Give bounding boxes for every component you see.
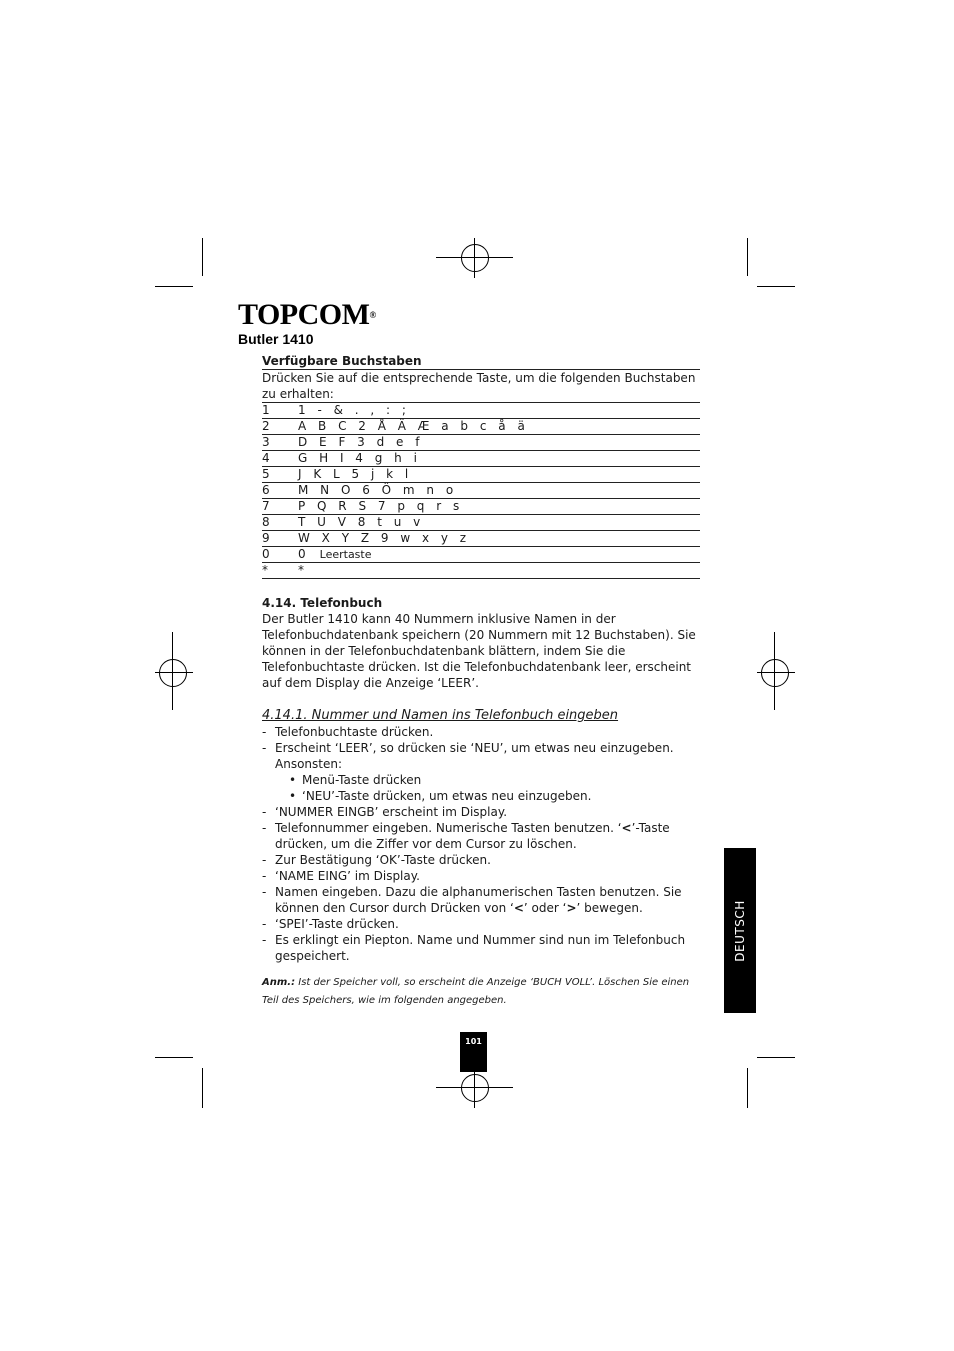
language-tab: DEUTSCH [724, 848, 756, 1013]
list-item: - Namen eingeben. Dazu die alphanumerischen Tasten benutzen. Sie können den Cursor durch Drücken von ‘<’ oder ‘>’ bewegen. [262, 885, 682, 915]
table-row: 7 P Q R S 7 p q r s [262, 499, 700, 515]
table-row: 4 G H I 4 g h i [262, 451, 700, 467]
brand-name: TOPCOM® [238, 298, 376, 331]
phonebook-section [262, 595, 700, 691]
table-row: * * [262, 563, 700, 579]
table-row: 5 J K L 5 j k l [262, 467, 700, 483]
table-row: 3 D E F 3 d e f [262, 435, 700, 451]
note: Anm.: Ist der Speicher voll, so erscheint die Anzeige ‘BUCH VOLL’. Löschen Sie einen Teil des Speichers, wie im folgenden angegeben. [262, 977, 690, 1006]
model-name: Butler 1410 [238, 331, 314, 347]
letters-section [262, 353, 700, 579]
list-item: • Menü-Taste drücken [289, 773, 422, 787]
list-item: - Telefonbuchtaste drücken. [262, 725, 434, 739]
list-item: • ‘NEU’-Taste drücken, um etwas neu einzugeben. [289, 789, 592, 803]
table-row: 0 0 Leertaste [262, 547, 700, 563]
list-item: - ‘NAME EING’ im Display. [262, 869, 420, 883]
list-item: - Zur Bestätigung ‘OK’-Taste drücken. [262, 853, 491, 867]
list-item: - Erscheint ‘LEER’, so drücken sie ‘NEU’, um etwas neu einzugeben. Ansonsten: • Menü-Taste drücken • ‘NEU’-Taste drücken, um etwas neu einzugeben. [262, 740, 700, 804]
entry-section [262, 708, 700, 1010]
brand-logo [238, 300, 376, 347]
page-number: 101 [460, 1032, 487, 1072]
table-row: 6 M N O 6 Ö m n o [262, 483, 700, 499]
step-list [262, 724, 700, 964]
list-item: - ‘SPEI’-Taste drücken. [262, 917, 399, 931]
table-row: 1 1 - & . , : ; [262, 403, 700, 419]
space-key-label: Leertaste [319, 548, 372, 561]
key-table [262, 402, 700, 579]
list-item: - Telefonnummer eingeben. Numerische Tasten benutzen. ‘<’-Taste drücken, um die Ziffer vor dem Cursor zu löschen. [262, 821, 670, 851]
letters-intro: Drücken Sie auf die entsprechende Taste, um die folgenden Buchstaben zu erhalten: [262, 369, 700, 402]
entry-heading: 4.14.1. Nummer und Namen ins Telefonbuch eingeben [262, 708, 619, 723]
phonebook-body: Der Butler 1410 kann 40 Nummern inklusive Namen in der Telefonbuchdatenbank speichern (20 Nummern mit 12 Buchstaben). Sie können in der Telefonbuchdatenbank blättern, indem Sie die Telefonbuchtaste drücken. Ist die Telefonbuchdatenbank leer, erscheint auf dem Display die Anzeige ‘LEER’. [262, 612, 696, 690]
list-item: - Es erklingt ein Piepton. Name und Nummer sind nun im Telefonbuch gespeichert. [262, 933, 686, 963]
phonebook-heading: 4.14. Telefonbuch [262, 596, 383, 610]
table-row: 2 A B C 2 Å Ä Æ a b c å ä [262, 419, 700, 435]
letters-heading: Verfügbare Buchstaben [262, 354, 422, 368]
table-row: 9 W X Y Z 9 w x y z [262, 531, 700, 547]
table-row: 8 T U V 8 t u v [262, 515, 700, 531]
list-item: - ‘NUMMER EINGB’ erscheint im Display. [262, 805, 508, 819]
sub-list [275, 772, 700, 804]
